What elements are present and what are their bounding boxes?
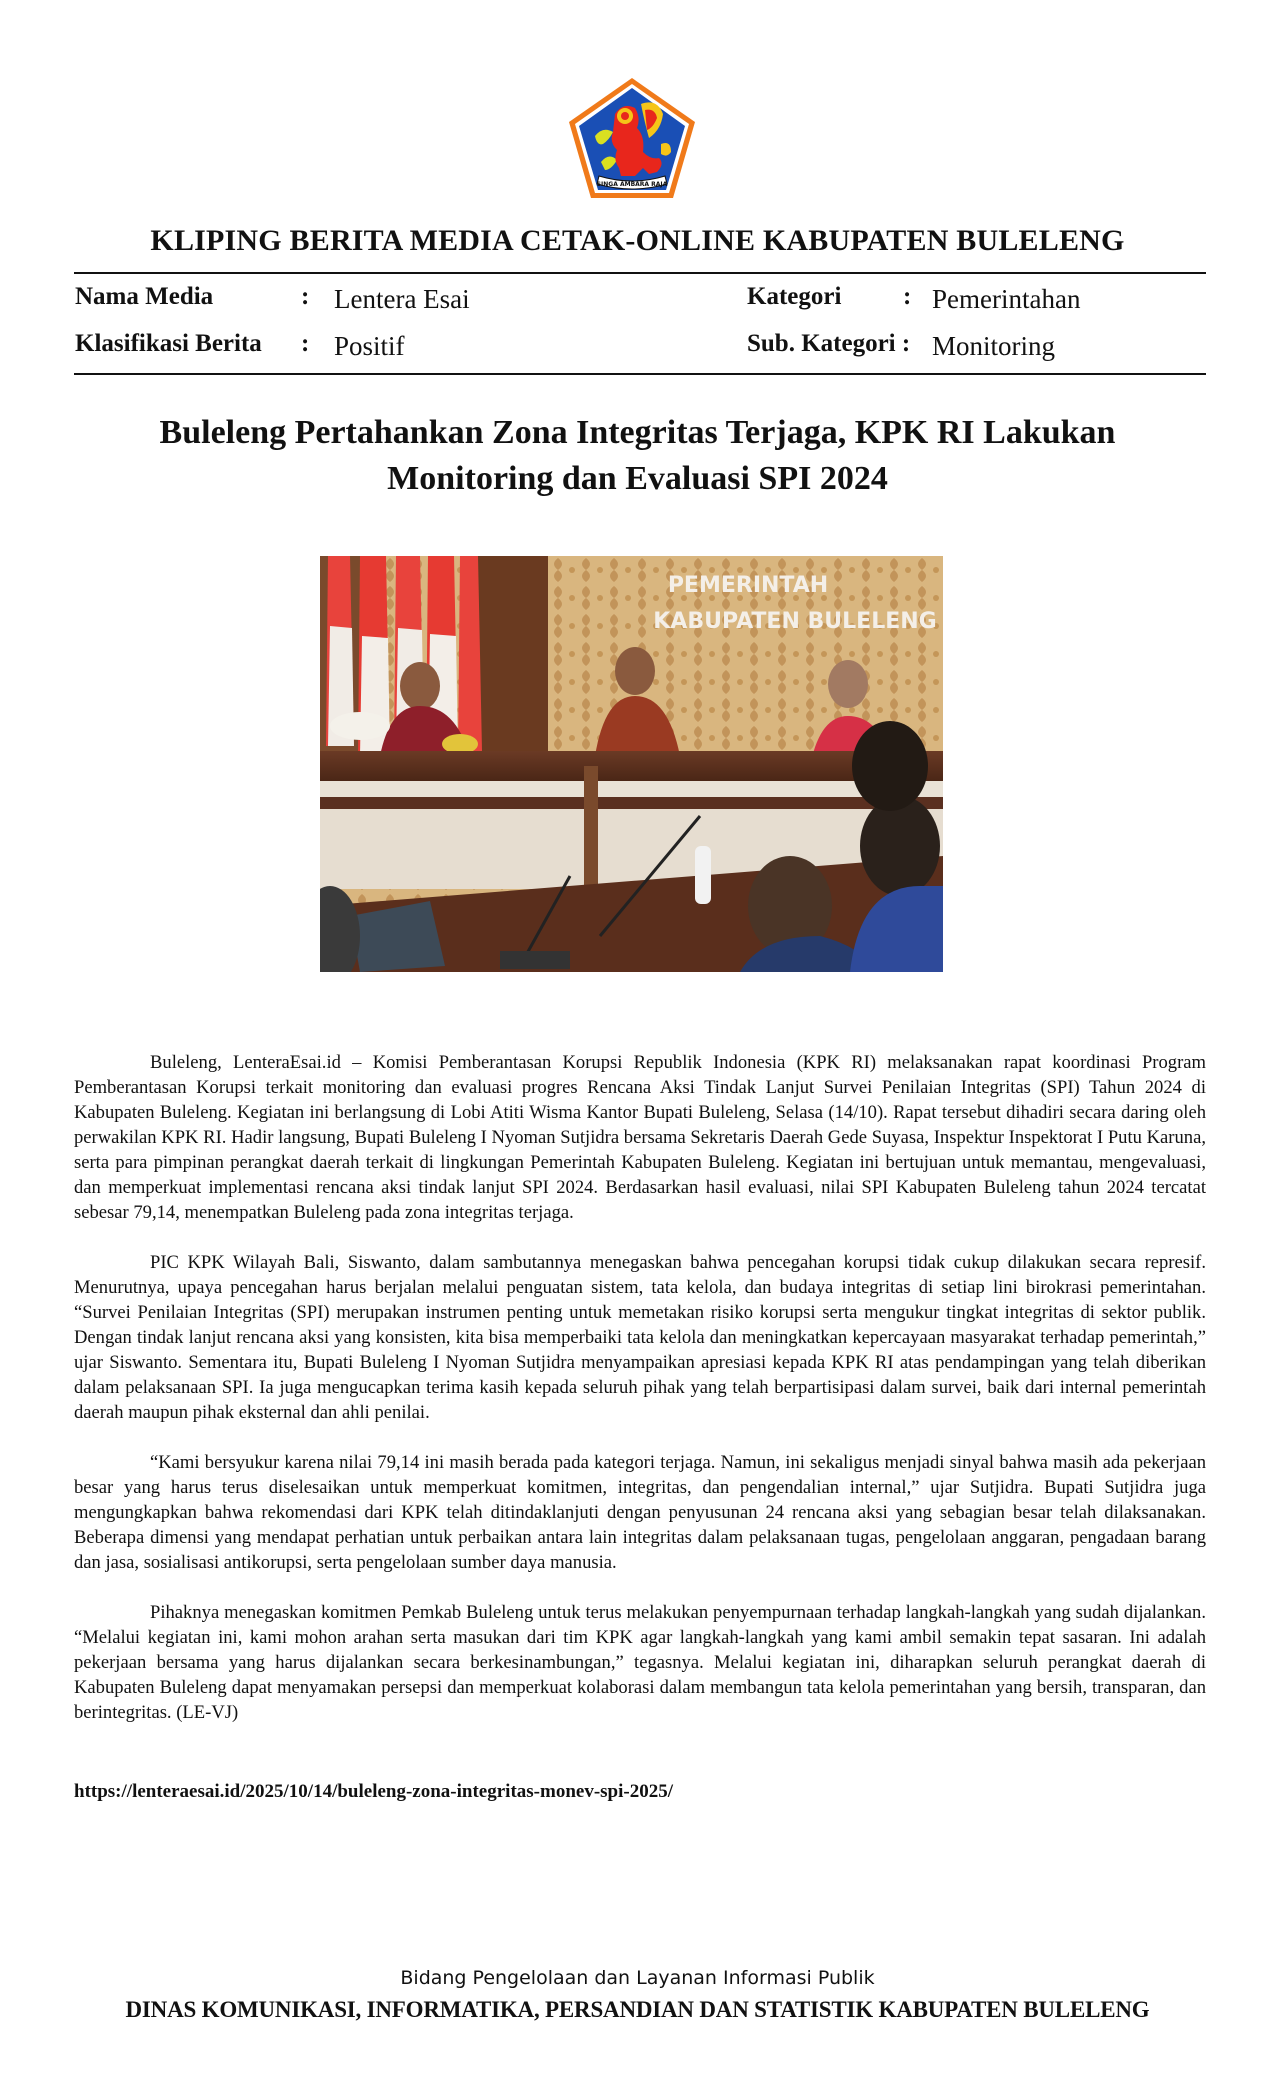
sub-kategori-value: Monitoring <box>932 331 1056 361</box>
klasifikasi-berita-label: Klasifikasi Berita <box>75 330 262 357</box>
kategori-value: Pemerintahan <box>932 284 1081 314</box>
article-paragraph-1: Buleleng, LenteraEsai.id – Komisi Pemberantasan Korupsi Republik Indonesia (KPK RI) melaksanakan rapat koordinasi Program Pemberantasan Korupsi terkait monitoring dan evaluasi progres Rencana Aksi Tindak Lanjut Survei Penilaian Integritas (SPI) Tahun 2024 di Kabupaten Buleleng. Kegiatan ini berlangsung di Lobi Atiti Wisma Kantor Bupati Buleleng, Selasa (14/10). Rapat tersebut dihadiri secara daring oleh perwakilan KPK RI. Hadir langsung, Bupati Buleleng I Nyoman Sutjidra bersama Sekretaris Daerah Gede Suyasa, Inspektur Inspektorat I Putu Karuna, serta para pimpinan perangkat daerah terkait di lingkungan Pemerintah Kabupaten Buleleng. Kegiatan ini bertujuan untuk memantau, mengevaluasi, dan memperkuat implementasi rencana aksi tindak lanjut SPI 2024. Berdasarkan hasil evaluasi, nilai SPI Kabupaten Buleleng tahun 2024 tercatat sebesar 79,14, menempatkan Buleleng pada zona integritas terjaga. <box>74 1052 1206 1223</box>
article-title <box>100 410 1175 502</box>
source-url-link[interactable]: https://lenteraesai.id/2025/10/14/buleleng-zona-integritas-monev-spi-2025/ <box>74 1781 674 1802</box>
emblem-graphic <box>565 74 699 204</box>
clipping-header-title: KLIPING BERITA MEDIA CETAK-ONLINE KABUPATEN BULELENG <box>150 224 1125 257</box>
article-title-line-2: Monitoring dan Evaluasi SPI 2024 <box>387 460 888 497</box>
photo-sign-line-1: PEMERINTAH <box>667 573 829 598</box>
article-paragraph-2: PIC KPK Wilayah Bali, Siswanto, dalam sambutannya menegaskan bahwa pencegahan korupsi tidak cukup dilakukan secara represif. Menurutnya, upaya pencegahan harus berjalan melalui penguatan sistem, tata kelola, dan budaya integritas di setiap lini birokrasi pemerintahan. “Survei Penilaian Integritas (SPI) merupakan instrumen penting untuk memetakan risiko korupsi serta mengukur tingkat integritas di sektor publik. Dengan tindak lanjut rencana aksi yang konsisten, kita bisa memperbaiki tata kelola dan meningkatkan kepercayaan masyarakat terhadap pemerintah,” ujar Siswanto. Sementara itu, Bupati Buleleng I Nyoman Sutjidra menyampaikan apresiasi kepada KPK RI atas pendampingan yang telah diberikan dalam pelaksanaan SPI. Ia juga mengucapkan terima kasih kepada seluruh pihak yang telah berpartisipasi dalam survei, baik dari internal pemerintah daerah maupun pihak eksternal dan ahli penilai. <box>74 1252 1206 1423</box>
buleleng-regency-emblem-icon <box>565 74 699 204</box>
article-body <box>74 1050 1206 1750</box>
article-title-line-1: Buleleng Pertahankan Zona Integritas Terjaga, KPK RI Lakukan <box>159 414 1116 451</box>
nama-media-label: Nama Media <box>75 283 214 310</box>
nama-media-value: Lentera Esai <box>334 284 470 314</box>
footer-agency: DINAS KOMUNIKASI, INFORMATIKA, PERSANDIAN DAN STATISTIK KABUPATEN BULELENG <box>125 1997 1150 2022</box>
klasifikasi-berita-value: Positif <box>334 331 405 361</box>
photo-sign-line-2: KABUPATEN BULELENG <box>653 609 937 634</box>
nama-media-colon: : <box>301 283 310 310</box>
header-divider-top <box>74 272 1206 274</box>
article-photo <box>320 556 943 972</box>
article-paragraph-3: “Kami bersyukur karena nilai 79,14 ini masih berada pada kategori terjaga. Namun, ini sekaligus menjadi sinyal bahwa masih ada pekerjaan besar yang harus terus diselesaikan untuk memperkuat komitmen, integritas, dan pengendalian internal,” ujar Sutjidra. Bupati Sutjidra juga mengungkapkan bahwa rekomendasi dari KPK telah ditindaklanjuti dengan penyusunan 24 rencana aksi yang sebagian besar telah dilaksanakan. Beberapa dimensi yang mendapat perhatian untuk perbaikan antara lain integritas dalam pelaksanaan tugas, pengelolaan anggaran, pengadaan barang dan jasa, sosialisasi antikorupsi, serta pengelolaan sumber daya manusia. <box>74 1452 1206 1573</box>
klasifikasi-berita-colon: : <box>301 330 310 357</box>
footer-division: Bidang Pengelolaan dan Layanan Informasi Publik <box>400 1967 875 1989</box>
kategori-colon: : <box>903 283 912 310</box>
article-paragraph-4: Pihaknya menegaskan komitmen Pemkab Buleleng untuk terus melakukan penyempurnaan terhadap langkah-langkah yang sudah dijalankan. “Melalui kegiatan ini, kami mohon arahan serta masukan dari tim KPK agar langkah-langkah yang kami ambil semakin tepat sasaran. Ini adalah pekerjaan bersama yang harus dijalankan secara berkesinambungan,” tegasnya. Melalui kegiatan ini, diharapkan seluruh perangkat daerah di Kabupaten Buleleng dapat menyamakan persepsi dan memperkuat kolaborasi dalam membangun tata kelola pemerintahan yang bersih, transparan, dan berintegritas. (LE-VJ) <box>74 1602 1206 1723</box>
sub-kategori-label: Sub. Kategori : <box>747 330 911 357</box>
header-divider-bottom <box>74 373 1206 375</box>
kategori-label: Kategori <box>747 283 842 310</box>
emblem-motto: SINGA AMBARA RAJA <box>596 181 668 188</box>
meeting-photo-illustration <box>320 556 943 972</box>
